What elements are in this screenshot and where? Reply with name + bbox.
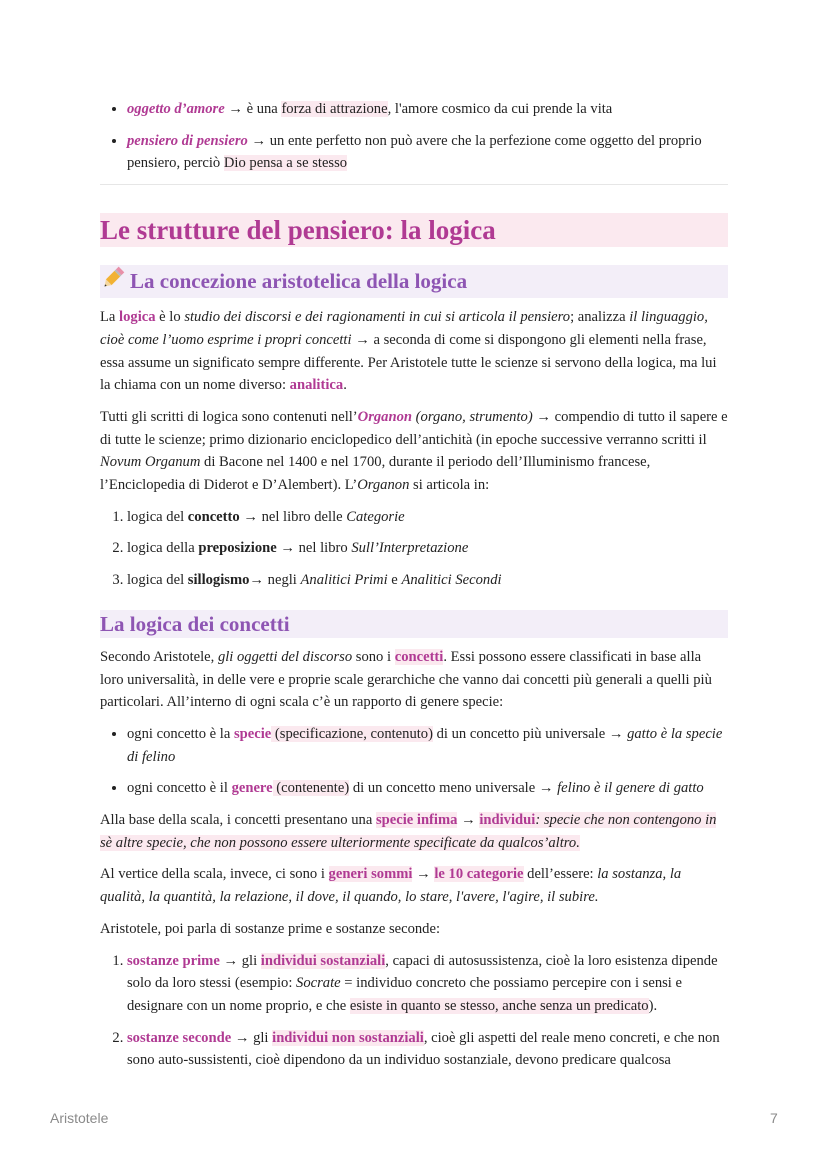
- text: = individuo concreto che possiamo percepire con i sensi e designare con un nome proprio, e che: [127, 975, 682, 1014]
- text: compendio di tutto il sapere e di tutte le scienze; primo dizionario enciclopedico dell’antichità (in epoche successive verranno scritti il: [100, 408, 728, 448]
- bold-text: sillogismo: [187, 572, 250, 589]
- text: gli: [238, 952, 261, 969]
- term: concetti: [394, 648, 444, 665]
- paragraph: [100, 646, 728, 714]
- text: di un concetto meno universale: [349, 780, 539, 797]
- highlight: Dio pensa a se stesso: [223, 155, 348, 172]
- text: logica della: [127, 540, 199, 557]
- divider: [100, 184, 728, 185]
- text: un ente perfetto non può avere che la perfezione come oggetto del proprio pensiero, perciò: [127, 132, 702, 172]
- text: a seconda di come si dispongono gli elementi nella frase, essa assume un significato sempre differente. Per Aristotele tutte le scienze si servono della logica, ma lui la chiama con un nome diverso:: [100, 331, 717, 394]
- italic-text: Categorie: [346, 508, 405, 525]
- text: negli: [264, 572, 301, 589]
- term: specie: [233, 725, 272, 742]
- text: sono i: [352, 648, 395, 665]
- arrow: →: [461, 812, 476, 829]
- italic-text: Organon: [357, 477, 410, 494]
- italic-text: Socrate: [296, 975, 341, 992]
- list-item: [127, 950, 728, 1018]
- subsection-title: La concezione aristotelica della logica: [130, 269, 468, 294]
- text: , l'amore cosmico da cui prende la vita: [387, 101, 613, 117]
- arrow: →: [608, 725, 624, 742]
- term: analitica: [289, 377, 344, 394]
- text: , cioè gli aspetti del reale meno concreti, e che non sono auto-sussistenti, cioè dipendono da un individuo sostanziale, devono predicare qualcosa: [127, 1029, 720, 1069]
- pencil-icon: [100, 265, 126, 298]
- arrow: →: [228, 101, 243, 117]
- text: è lo: [155, 309, 185, 326]
- arrow: →: [251, 132, 267, 149]
- bold-text: preposizione: [198, 540, 277, 557]
- text: ).: [648, 997, 658, 1014]
- term: specie infima: [375, 812, 458, 829]
- text: gli: [249, 1029, 273, 1046]
- text: è una: [242, 101, 282, 117]
- arrow: →: [249, 572, 265, 589]
- italic-text: Analitici Primi: [300, 572, 388, 589]
- subsection-heading: [100, 265, 728, 298]
- arrow: →: [239, 508, 262, 525]
- text: di Bacone nel 1400 e nel 1700, durante il periodo dell’Illuminismo francese, l’Enciclopedia di Diderot e D’Alembert). L’: [100, 454, 651, 494]
- concept-bullet-list: [100, 723, 728, 800]
- term: oggetto d’amore: [127, 101, 225, 117]
- arrow: →: [234, 1029, 250, 1046]
- paragraph: [100, 406, 728, 497]
- italic-text: : specie che non contengono in sè altre specie, che non possono essere ulteriormente specificate da qualcos’altro.: [100, 812, 717, 851]
- italic-text: gatto è la specie di felino: [127, 725, 723, 765]
- list-item: [127, 723, 728, 768]
- subsection-heading: La logica dei concetti: [100, 610, 728, 638]
- arrow: →: [355, 331, 370, 348]
- italic-text: Novum Organum: [100, 454, 201, 471]
- highlight: esiste in quanto se stesso, anche senza un predicato: [349, 997, 649, 1014]
- highlight: forza di attrazione: [281, 101, 388, 117]
- italic-text: la sostanza, la qualità, la quantità, la relazione, il dove, il quando, lo stare, l'avere, l'agire, il subire.: [100, 866, 682, 906]
- paragraph: [100, 306, 728, 397]
- footer-title: Aristotele: [50, 1110, 109, 1126]
- text: Secondo Aristotele,: [100, 648, 218, 665]
- term: sostanze seconde: [127, 1029, 232, 1046]
- list-item: [127, 130, 728, 175]
- term: logica: [119, 309, 156, 326]
- term: individui sostanziali: [260, 952, 386, 969]
- arrow: →: [538, 780, 554, 797]
- text: Al vertice della scala, invece, ci sono i: [100, 866, 329, 883]
- arrow: →: [276, 540, 299, 557]
- italic-text: Sull’Interpretazione: [351, 540, 469, 557]
- text: ; analizza: [570, 309, 630, 326]
- text: e: [387, 572, 402, 589]
- list-item: [127, 777, 728, 800]
- list-item: [127, 569, 728, 592]
- paragraph: [100, 809, 728, 854]
- term: sostanze prime: [127, 952, 220, 969]
- term: genere: [231, 780, 273, 797]
- text: . Essi possono essere classificati in base alla loro universalità, in delle vere e proprie scale gerarchiche che vanno dai concetti più generali a quelli più particolari. All’interno di ogni scala c’è un rapporto di genere specie:: [100, 648, 712, 711]
- list-item: [127, 537, 728, 560]
- text: logica del: [127, 508, 188, 525]
- list-item: [127, 506, 728, 529]
- page-content: [100, 98, 728, 1081]
- text: La: [100, 309, 120, 326]
- bold-text: concetto: [187, 508, 240, 525]
- italic-text: felino è il genere di gatto: [553, 780, 704, 797]
- term: individui non sostanziali: [272, 1029, 424, 1046]
- italic-text: il linguaggio, cioè come l’uomo esprime i propri concetti: [100, 309, 708, 348]
- text: Tutti gli scritti di logica sono contenuti nell’: [100, 408, 358, 425]
- substance-list: [100, 950, 728, 1073]
- term: individui: [479, 812, 536, 829]
- text: , capaci di autosussistenza, cioè la loro esistenza dipende solo da loro stessi (esempio:: [127, 952, 718, 992]
- text: logica del: [127, 572, 188, 589]
- list-item: [127, 98, 728, 121]
- arrow: →: [416, 866, 431, 883]
- text: si articola in:: [409, 477, 490, 494]
- text: dell’essere:: [523, 866, 598, 883]
- paragraph: [100, 863, 728, 908]
- highlight: (specificazione, contenuto): [271, 725, 433, 742]
- term: generi sommi: [328, 866, 413, 883]
- term: le 10 categorie: [434, 866, 524, 883]
- text: di un concetto più universale: [432, 725, 609, 742]
- text: ogni concetto è il: [127, 780, 232, 797]
- italic-text: Analitici Secondi: [401, 572, 502, 589]
- section-heading: Le strutture del pensiero: la logica: [100, 213, 728, 247]
- logic-list: [100, 506, 728, 592]
- italic-text: gli oggetti del discorso: [217, 648, 353, 665]
- list-item: [127, 1027, 728, 1072]
- term: Organon: [357, 408, 413, 425]
- top-bullet-list: [100, 98, 728, 175]
- page-number: 7: [770, 1110, 778, 1126]
- arrow: →: [223, 952, 239, 969]
- highlight: (contenente): [272, 780, 350, 797]
- text: nel libro: [298, 540, 352, 557]
- term: pensiero di pensiero: [127, 132, 248, 149]
- arrow: →: [536, 408, 551, 425]
- text: ogni concetto è la: [127, 725, 234, 742]
- text: nel libro delle: [261, 508, 347, 525]
- text: Alla base della scala, i concetti presentano una: [100, 812, 376, 829]
- italic-text: studio dei discorsi e dei ragionamenti in cui si articola il pensiero: [184, 309, 571, 326]
- italic-text: (organo, strumento): [412, 408, 533, 425]
- paragraph: Aristotele, poi parla di sostanze prime e sostanze seconde:: [100, 920, 441, 937]
- text: .: [343, 377, 347, 394]
